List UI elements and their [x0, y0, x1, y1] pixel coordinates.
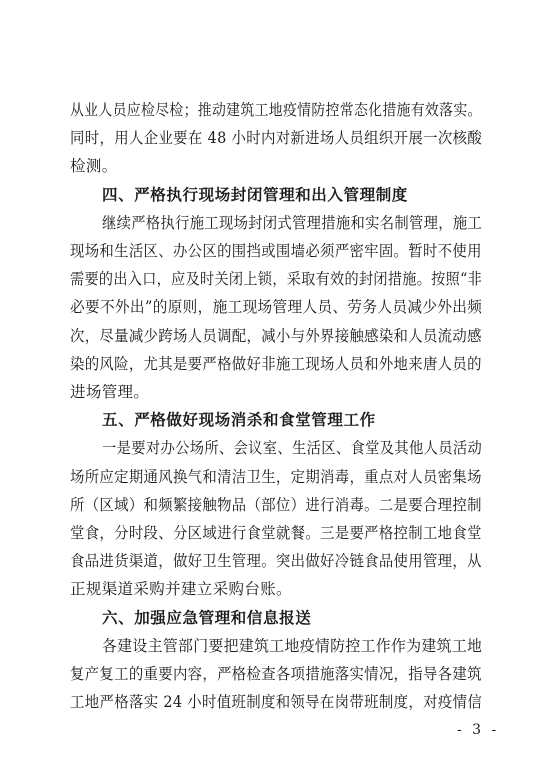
body-text-line: 堂食，分时段、分区域进行食堂就餐。三是要严格控制工地食堂: [70, 524, 482, 542]
body-text-line: 一是要对办公场所、会议室、生活区、食堂及其他人员活动: [102, 439, 483, 458]
section-heading-4: 四、严格执行现场封闭管理和出入管理制度: [102, 185, 408, 204]
body-text-line: 所（区域）和频繁接触物品（部位）进行消毒。二是要合理控制: [70, 495, 482, 514]
section-heading-6: 六、加强应急管理和信息报送: [102, 608, 312, 627]
body-text-line: 进场管理。: [70, 383, 150, 401]
body-text-line: 现场和生活区、办公区的围挡或围墙必须严密牢固。暂时不使用: [70, 242, 482, 260]
body-text-line: 正规渠道采购并建立采购台账。: [70, 580, 292, 599]
body-text-line: 工地严格落实 24 小时值班制度和领导在岗带班制度，对疫情信: [70, 693, 483, 712]
body-text-line: 同时，用人企业要在 48 小时内对新进场人员组织开展一次核酸: [70, 129, 483, 148]
body-text-line: 复产复工的重要内容，严格检查各项措施落实情况，指导各建筑: [70, 665, 482, 683]
body-text-line: 场所应定期通风换气和清洁卫生，定期消毒，重点对人员密集场: [70, 467, 482, 486]
page-number: - 3 -: [457, 722, 500, 738]
body-text-line: 继续严格执行施工现场封闭式管理措施和实名制管理，施工: [102, 213, 483, 232]
body-text-line: 次，尽量减少跨场人员调配，减小与外界接触感染和人员流动感: [70, 326, 482, 345]
body-text-line: 食品进货渠道，做好卫生管理。突出做好冷链食品使用管理，从: [70, 552, 482, 571]
body-text-line: 检测。: [70, 157, 118, 176]
body-text-line: 染的风险，尤其是要严格做好非施工现场人员和外地来唐人员的: [70, 354, 482, 373]
section-heading-5: 五、严格做好现场消杀和食堂管理工作: [102, 411, 376, 430]
body-text-line: 需要的出入口，应及时关闭上锁，采取有效的封闭措施。按照“非: [70, 270, 483, 289]
body-text-line: 从业人员应检尽检；推动建筑工地疫情防控常态化措施有效落实。: [70, 101, 482, 119]
body-text-line: 各建设主管部门要把建筑工地疫情防控工作作为建筑工地: [102, 636, 483, 655]
body-text-line: 必要不外出”的原则，施工现场管理人员、劳务人员减少外出频: [70, 298, 483, 317]
